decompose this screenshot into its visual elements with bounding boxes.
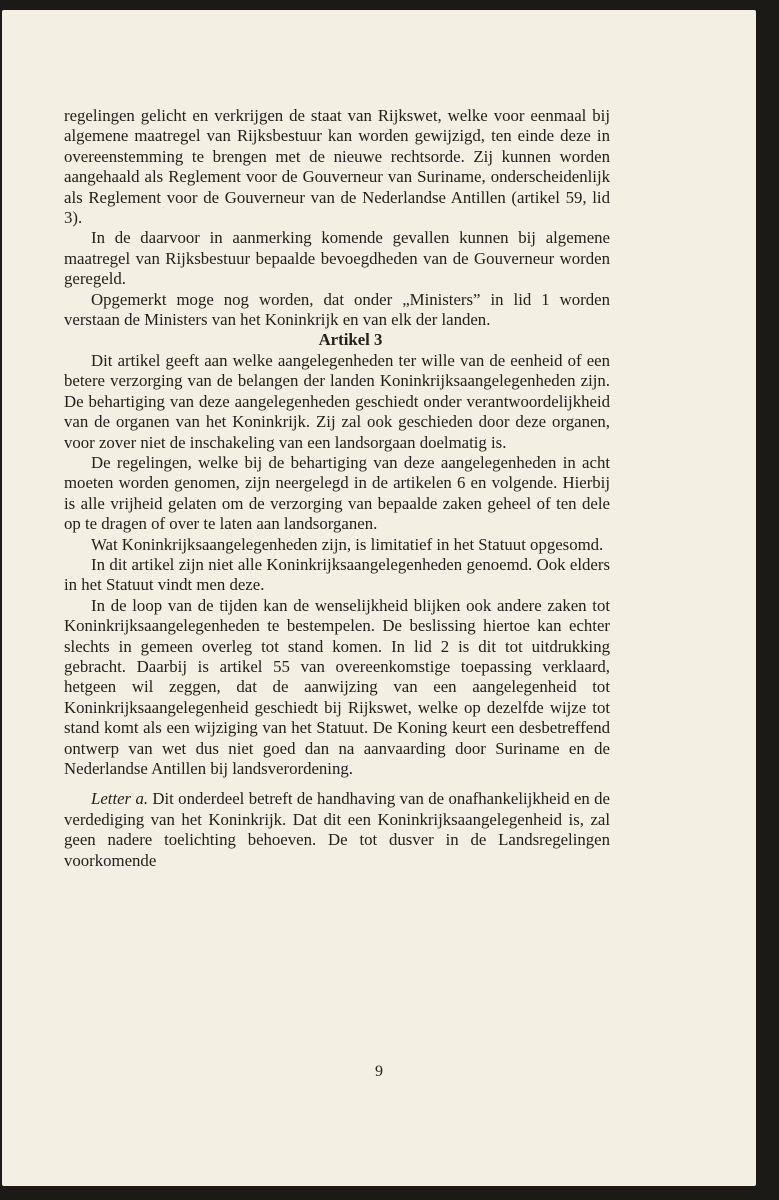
letter-a-text: Dit onderdeel betreft de handhaving van de onafhankelijkheid en de verdediging van het Koninkrijk. Dat dit een Koninkrijksaangelegenheid is, zal geen nadere toelichting behoeven. De tot dusver in de Landsregelingen voorkomende	[64, 789, 610, 870]
paragraph-ministers: Opgemerkt moge nog worden, dat onder „Ministers” in lid 1 worden verstaan de Ministers van het Koninkrijk en van elk der landen.	[64, 289, 610, 330]
body-text	[64, 106, 610, 871]
paragraph-artikel-intro: Dit artikel geeft aan welke aangelegenheden ter wille van de eenheid of een betere verzorging van de belangen der landen Koninkrijksaangelegenheden zijn. De behartiging van deze aangelegenheden geschiedt onder verantwoordelijkheid van de organen van het Koninkrijk. Zij zal ook geschieden door deze organen, voor zover niet de inschakeling van een landsorgaan doelmatig is.	[64, 350, 610, 452]
paragraph-letter-a	[64, 789, 610, 871]
paragraph-continuation: regelingen gelicht en verkrijgen de staat van Rijkswet, welke voor eenmaal bij algemene maatregel van Rijksbestuur kan worden gewijzigd, ten einde deze in overeenstemming te brengen met de nieuwe rechtsorde. Zij kunnen worden aangehaald als Reglement voor de Gouverneur van Suriname, onderscheidenlijk als Reglement voor de Gouverneur van de Nederlandse Antillen (artikel 59, lid 3).	[64, 106, 610, 228]
section-heading: Artikel 3	[318, 330, 383, 350]
paragraph-elders: In dit artikel zijn niet alle Koninkrijksaangelegenheden genoemd. Ook elders in het Statuut vindt men deze.	[64, 554, 610, 595]
paragraph-gouverneur-bevoegdheden: In de daarvoor in aanmerking komende gevallen kunnen bij algemene maatregel van Rijksbestuur bepaalde bevoegdheden van de Gouverneur worden geregeld.	[64, 228, 610, 289]
paragraph-regelingen: De regelingen, welke bij de behartiging van deze aangelegenheden in acht moeten worden genomen, zijn neergelegd in de artikelen 6 en volgende. Hierbij is alle vrijheid gelaten om de verzorging van bepaalde zaken geheel of ten dele op te dragen of over te laten aan landsorganen.	[64, 452, 610, 534]
paragraph-wenselijkheid: In de loop van de tijden kan de wenselijkheid blijken ook andere zaken tot Koninkrijksaangelegenheden te bestempelen. De beslissing hiertoe kan echter slechts in gemeen overleg tot stand komen. In lid 2 is dit tot uitdrukking gebracht. Daarbij is artikel 55 van overeenkomstige toepassing verklaard, hetgeen wil zeggen, dat de aanwijzing van een aangelegenheid tot Koninkrijksaangelegenheid geschiedt bij Rijkswet, welke op dezelfde wijze tot stand komt als een wijziging van het Statuut. De Koning keurt een desbetreffend ontwerp van wet dus niet goed dan na aanvaarding door Suriname en de Nederlandse Antillen bij landsverordening.	[64, 595, 610, 778]
paragraph-limitatief: Wat Koninkrijksaangelegenheden zijn, is limitatief in het Statuut opgesomd.	[91, 534, 604, 554]
document-page	[2, 10, 756, 1186]
letter-a-lead: Letter a.	[91, 789, 149, 809]
page-number: 9	[375, 1063, 383, 1080]
paragraph-spacer	[64, 779, 610, 789]
